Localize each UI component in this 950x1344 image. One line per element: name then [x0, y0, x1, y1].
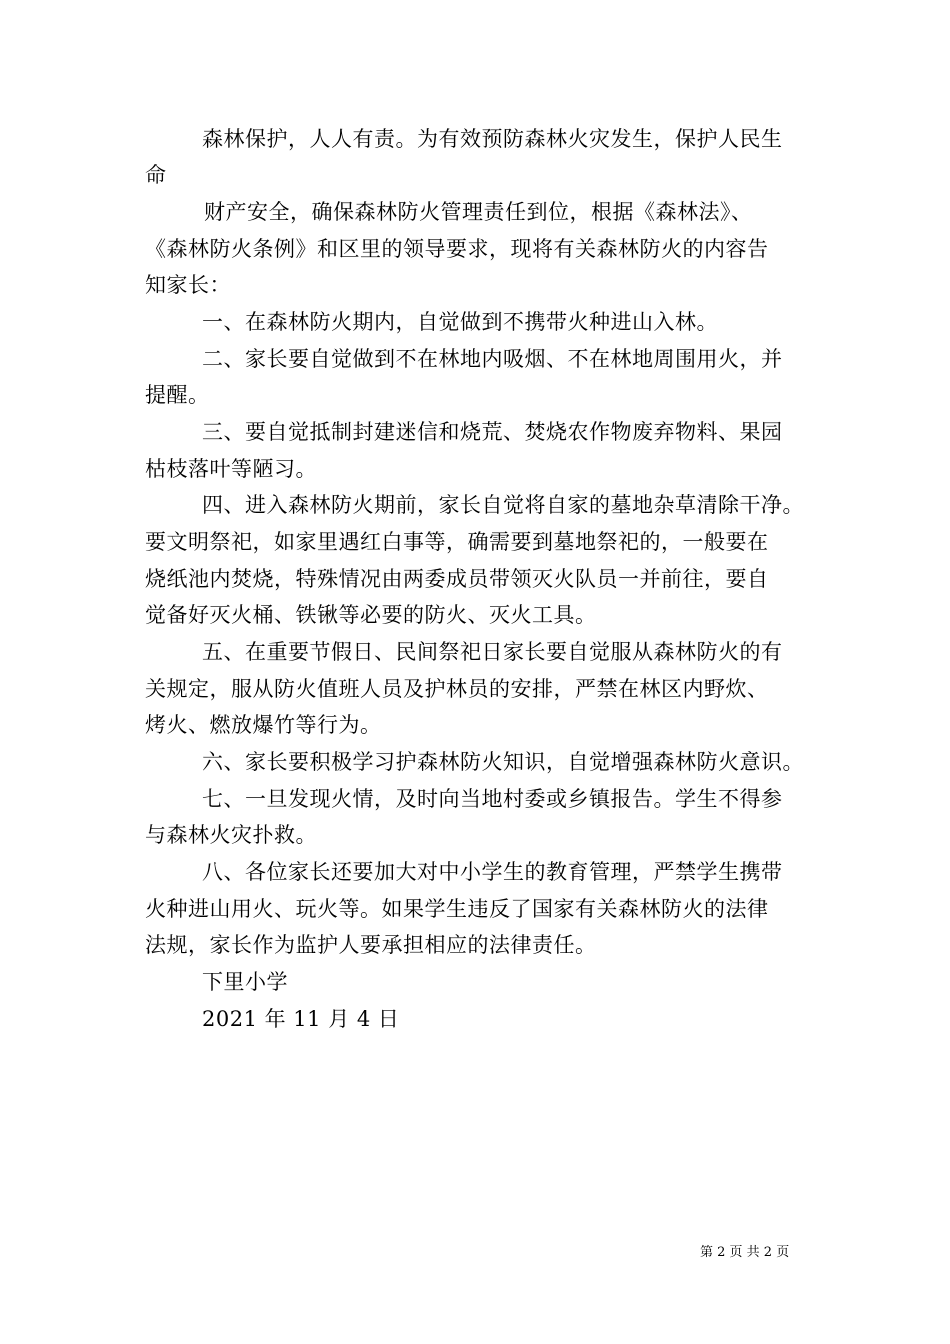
paragraph-line: 五、在重要节假日、民间祭祀日家长要自觉服从森林防火的有	[202, 640, 783, 664]
paragraph-line: 三、要自觉抵制封建迷信和烧荒、焚烧农作物废弃物料、果园	[202, 420, 783, 444]
paragraph-line: 六、家长要积极学习护森林防火知识，自觉增强森林防火意识。	[202, 750, 804, 774]
paragraph-line: 知家长：	[145, 273, 231, 297]
paragraph-line: 法规，家长作为监护人要承担相应的法律责任。	[145, 933, 597, 957]
paragraph-line: 觉备好灭火桶、铁锹等必要的防火、灭火工具。	[145, 603, 597, 627]
paragraph-line: 森林保护，人人有责。为有效预防森林火灾发生，保护人民生	[202, 127, 783, 151]
paragraph-line: 火种进山用火、玩火等。如果学生违反了国家有关森林防火的法律	[145, 897, 769, 921]
paragraph-line: 八、各位家长还要加大对中小学生的教育管理，严禁学生携带	[202, 860, 783, 884]
paragraph-line: 烧纸池内焚烧，特殊情况由两委成员带领灭火队员一并前往，要自	[145, 567, 769, 591]
paragraph-line: 七、一旦发现火情，及时向当地村委或乡镇报告。学生不得参	[202, 787, 783, 811]
paragraph-line: 一、在森林防火期内，自觉做到不携带火种进山入林。	[202, 310, 718, 334]
paragraph-line: 提醒。	[145, 383, 210, 407]
paragraph-line: 财产安全，确保森林防火管理责任到位，根据《森林法》、	[204, 200, 753, 224]
signature-school: 下里小学	[202, 970, 288, 994]
page-indicator: 第 2 页 共 2 页	[700, 1245, 790, 1260]
paragraph-line: 二、家长要自觉做到不在林地内吸烟、不在林地周围用火，并	[202, 347, 783, 371]
paragraph-line: 与森林火灾扑救。	[145, 823, 317, 847]
paragraph-line: 枯枝落叶等陋习。	[145, 457, 317, 481]
paragraph-line: 《森林防火条例》和区里的领导要求，现将有关森林防火的内容告	[145, 237, 769, 261]
paragraph-line: 命	[145, 163, 167, 187]
paragraph-line: 要文明祭祀，如家里遇红白事等，确需要到墓地祭祀的，一般要在	[145, 530, 769, 554]
paragraph-line: 关规定，服从防火值班人员及护林员的安排，严禁在林区内野炊、	[145, 677, 769, 701]
signature-date: 2021 年 11 月 4 日	[202, 1007, 400, 1031]
paragraph-line: 四、进入森林防火期前，家长自觉将自家的墓地杂草清除干净。	[202, 493, 804, 517]
paragraph-line: 烤火、燃放爆竹等行为。	[145, 713, 382, 737]
